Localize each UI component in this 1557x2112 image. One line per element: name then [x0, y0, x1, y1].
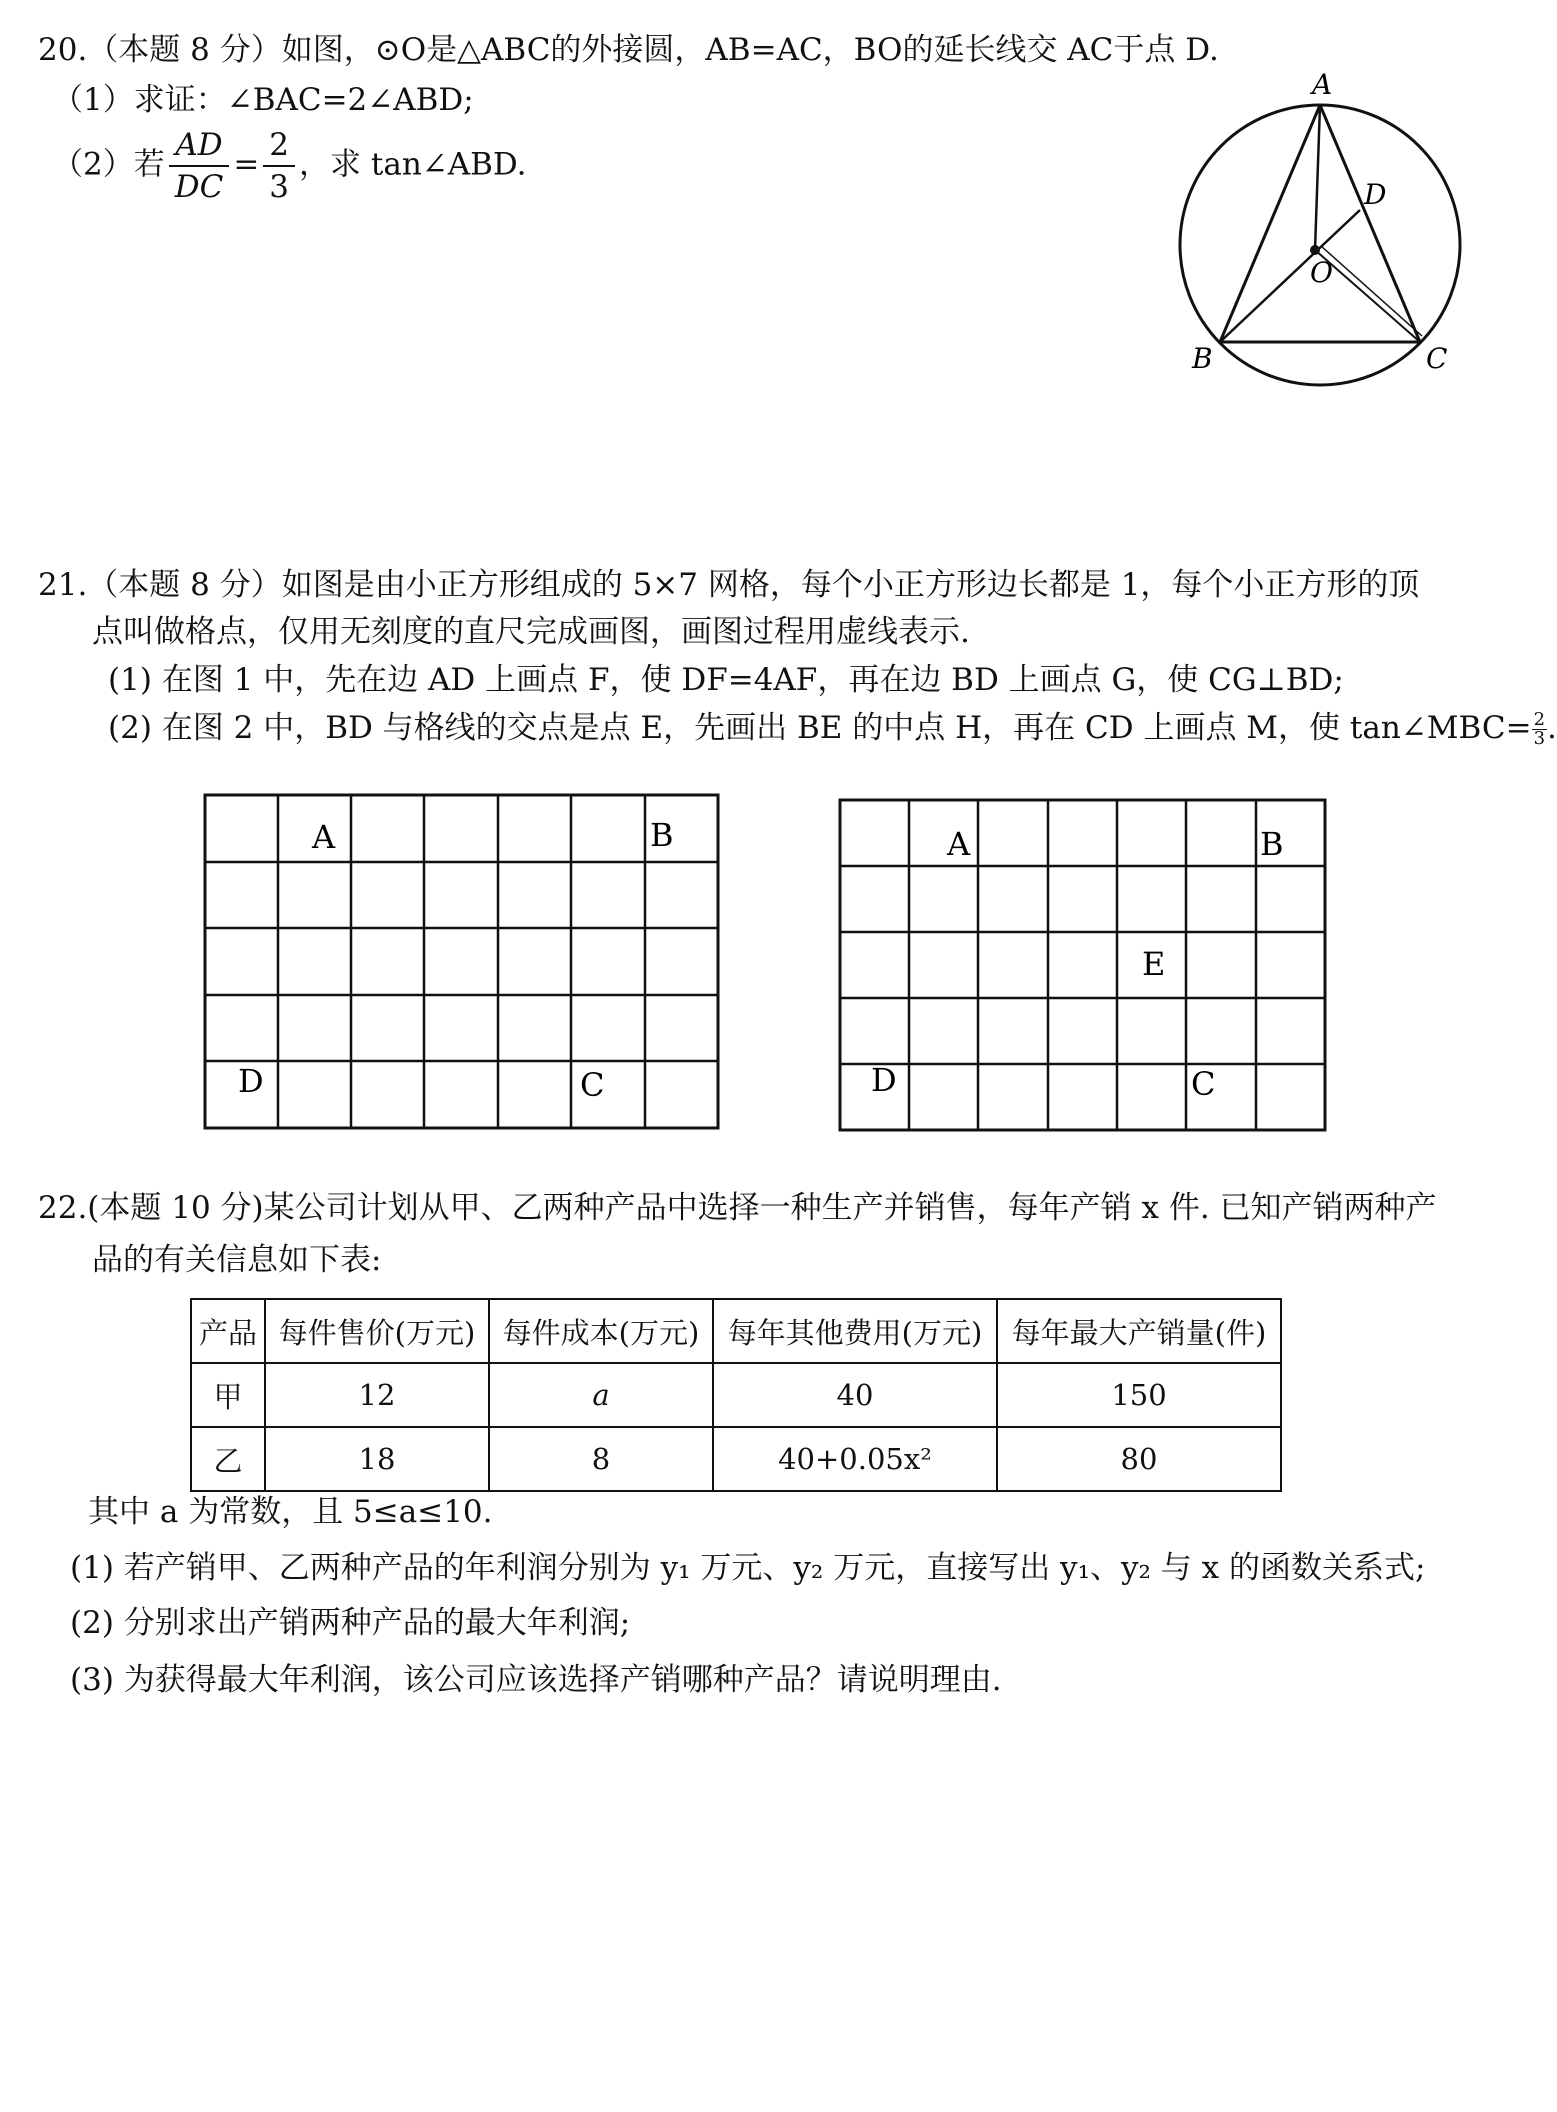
table-cell: a	[489, 1363, 713, 1427]
q21-fraction: $\frac{2}{3}$	[1533, 709, 1546, 749]
table-cell: 40+0.05x²	[713, 1427, 997, 1491]
side-ab	[1220, 105, 1320, 342]
fig2-label-b: B	[1260, 825, 1284, 863]
q21-part2-text: (2) 在图 2 中，BD 与格线的交点是点 E，先画出 BE 的中点 H，再在 CD 上画点 M，使 tan∠MBC=	[108, 710, 1532, 746]
segment-oc-double	[1321, 246, 1422, 336]
label-o: O	[1310, 256, 1333, 289]
q20-part2-prefix: （2）若	[52, 146, 165, 183]
table-cell: 12	[265, 1363, 489, 1427]
header-cell: 每件售价(万元)	[265, 1299, 489, 1363]
fig1-label-c: C	[580, 1066, 605, 1104]
q20-equals: =	[233, 146, 260, 183]
segment-ao	[1315, 105, 1320, 250]
q20-circle-figure	[1160, 70, 1480, 390]
center-point	[1310, 245, 1320, 255]
q20-part2	[52, 125, 527, 207]
header-cell: 每件成本(万元)	[489, 1299, 713, 1363]
q20-heading: 20.（本题 8 分）如图，⊙O是△ABC的外接圆，AB=AC，BO的延长线交 AC于点 D.	[38, 32, 1219, 68]
q20-part1: （1）求证：∠BAC=2∠ABD;	[52, 82, 474, 118]
fig2-label-a: A	[947, 825, 971, 863]
table-cell: 8	[489, 1427, 713, 1491]
header-cell: 每年其他费用(万元)	[713, 1299, 997, 1363]
q21-part1: (1) 在图 1 中，先在边 AD 上画点 F，使 DF=4AF，再在边 BD 上画点 G，使 CG⊥BD;	[108, 662, 1344, 698]
fig1-label-a: A	[312, 818, 336, 856]
table-cell: 40	[713, 1363, 997, 1427]
fig2-label-e: E	[1142, 945, 1166, 983]
fig2-label-c: C	[1191, 1065, 1216, 1103]
q22-line1: 22.(本题 10 分)某公司计划从甲、乙两种产品中选择一种生产并销售，每年产销 x 件. 已知产销两种产	[38, 1190, 1437, 1226]
label-c: C	[1426, 342, 1448, 375]
side-ac	[1320, 105, 1420, 342]
q21-period: .	[1547, 710, 1557, 746]
table-cell: 18	[265, 1427, 489, 1491]
label-d: D	[1364, 178, 1387, 211]
q21-line1: 21.（本题 8 分）如图是由小正方形组成的 5×7 网格，每个小正方形边长都是 1，每个小正方形的顶	[38, 567, 1420, 603]
q21-figure2-grid	[835, 795, 1335, 1140]
q22-note: 其中 a 为常数，且 5≤a≤10.	[88, 1494, 493, 1530]
q21-line2: 点叫做格点，仅用无刻度的直尺完成画图，画图过程用虚线表示.	[92, 614, 970, 650]
label-b: B	[1192, 342, 1213, 375]
fig1-label-b: B	[650, 816, 674, 854]
table-row	[191, 1427, 1281, 1491]
q21-part2	[108, 708, 1557, 748]
label-a: A	[1312, 68, 1333, 101]
q20-value-fraction: $\frac{2}{3}$	[263, 125, 295, 207]
product-info-table	[190, 1298, 1282, 1492]
table-cell: 150	[997, 1363, 1281, 1427]
q21-figure1-grid	[200, 790, 728, 1140]
table-row	[191, 1363, 1281, 1427]
q22-part2: (2) 分别求出产销两种产品的最大年利润;	[70, 1605, 631, 1641]
table-header-row	[191, 1299, 1281, 1363]
q20-ratio-fraction: $\frac{AD}{DC}$	[169, 125, 230, 207]
fig2-label-d: D	[871, 1061, 897, 1099]
segment-bd	[1220, 210, 1360, 342]
fig1-label-d: D	[238, 1062, 264, 1100]
table-cell: 甲	[191, 1363, 265, 1427]
q20-part2-suffix: ，求 tan∠ABD.	[299, 146, 527, 183]
table-cell: 乙	[191, 1427, 265, 1491]
q22-line2: 品的有关信息如下表:	[92, 1242, 382, 1278]
header-cell: 产品	[191, 1299, 265, 1363]
header-cell: 每年最大产销量(件)	[997, 1299, 1281, 1363]
q22-part3: (3) 为获得最大年利润，该公司应该选择产销哪种产品？请说明理由.	[70, 1662, 1002, 1698]
q22-part1: (1) 若产销甲、乙两种产品的年利润分别为 y₁ 万元、y₂ 万元，直接写出 y₁、y₂ 与 x 的函数关系式;	[70, 1550, 1426, 1586]
table-cell: 80	[997, 1427, 1281, 1491]
